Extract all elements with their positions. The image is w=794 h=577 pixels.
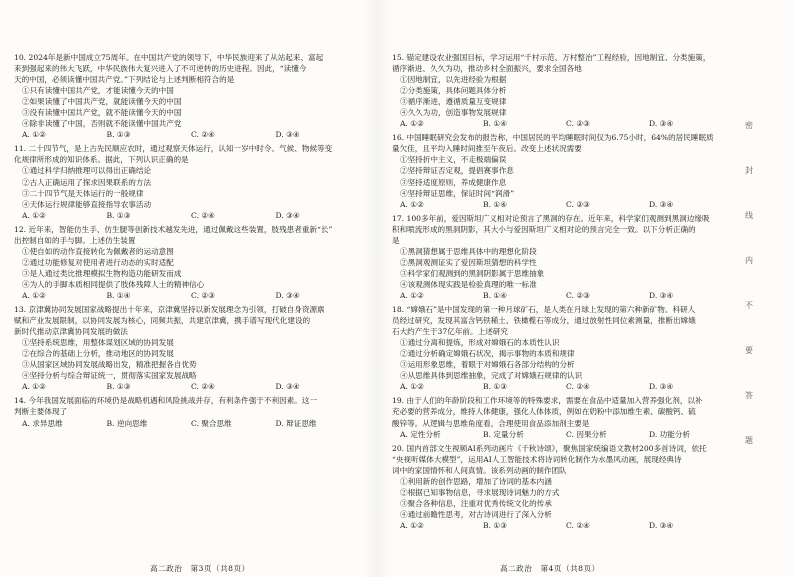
question [392, 52, 732, 132]
question [14, 304, 360, 395]
statement-option: ②古人正确运用了探求因果联系的方法 [22, 177, 152, 187]
answer-choice: D. ③④ [649, 119, 674, 129]
question-stem-line: 员经过研究，发现其富含钙铁稀土、铁橄榄石等成分，通过放射性同位素测量，推断出嫦娥 [392, 316, 696, 326]
answer-choice: A. ①② [22, 210, 46, 220]
answer-choice: B. ①④ [483, 199, 508, 209]
statement-option: ③循序渐进，遵循质量互变规律 [400, 97, 507, 107]
answer-choice: A. ①② [400, 199, 424, 209]
answer-choice: C. ②④ [566, 520, 590, 530]
statement-option: ②通过分析确定嫦娥石状况，揭示事物的本质和规律 [400, 349, 575, 359]
question-stem-line: 赋和产业发展限制，以协同发展为核心，同频共振，共建京津冀，携手谱写现代化建设的 [14, 316, 311, 326]
question-stem-line: 20. 国内首部文生视频AI系列动画片《千秋诗颂》，聚焦国家统编语文教材200多首诗词，依托 [392, 443, 707, 453]
answer-choice: C. 聚合思维 [191, 418, 232, 428]
statement-option: ④除非读懂了中国，否则就不能读懂中国共产党 [22, 119, 182, 129]
question-stem-line: 来到强起来的伟大飞跃，中华民族伟大复兴进入了不可逆转的历史进程。因此，“读懂今 [14, 64, 307, 74]
statement-option: ④久久为功，创造事物发展规律 [400, 108, 507, 118]
page-footer-left: 高二政治 第3页（共8页） [150, 564, 250, 573]
answer-choices [392, 381, 732, 392]
statement-option: ③二十四节气是天体运行的一般规律 [22, 188, 144, 198]
answer-choice: A. ①② [400, 520, 424, 530]
question [14, 224, 360, 304]
question-stem-line: 是 [392, 235, 400, 245]
question-stem-line: 判断主要体现了 [14, 407, 68, 417]
answer-choice: D. ③④ [649, 382, 674, 392]
question-stem-line: 积和喷流形成的黑洞阴影，其大小与爱因斯坦广义相对论的预言完全一致。以下分析正确的 [392, 224, 696, 234]
statement-option: ①黑洞猜想属于思维具体中的理想化阶段 [400, 246, 537, 256]
answer-choice: A. 定性分析 [400, 429, 441, 439]
statement-option: ③运用形象思维，着眼于对嫦娥石各部分结构的分析 [400, 360, 575, 370]
question-stem-line: 14. 今年我国发展面临的环境仍是战略机遇和风险挑战并存，有利条件强于不利因素。这一 [14, 396, 318, 406]
question [14, 52, 360, 143]
binding-char: 题 [745, 436, 753, 445]
statement-option: ③从国家区域协同发展战略出发，精准把握各自优势 [22, 360, 197, 370]
answer-choice: B. 定量分析 [483, 429, 524, 439]
statement-option: ②如果读懂了中国共产党，就能读懂今天的中国 [22, 97, 182, 107]
answer-choice: D. 辩证思维 [275, 418, 317, 428]
statement-option: ④天体运行规律能够直接指导农事活动 [22, 199, 152, 209]
binding-char: 封 [745, 166, 753, 175]
statement-option: ④坚持分析与综合辩证统一，贯彻落实国家发展战略 [22, 371, 197, 381]
answer-choice: B. ①③ [483, 520, 508, 530]
question-stem-line: 量欠佳，且平均入睡时间推至午夜后。改变上述状况需要 [392, 144, 582, 154]
statement-option: ④从思维具体到思维抽象，完成了对嫦娥石规律的认识 [400, 371, 583, 381]
binding-char: 线 [745, 211, 753, 220]
question-stem-line: 词中的家国情怀和人间真情。该系列动画的制作团队 [392, 465, 567, 475]
question [392, 395, 732, 442]
answer-choice: D. ③④ [649, 199, 674, 209]
binding-char: 内 [745, 256, 753, 265]
question-stem-line: 循序渐进、久久为功，推动乡村全面振兴，要求全国各地 [392, 64, 582, 74]
statement-option: ①坚持系统思维，用整体谋划区域的协同发展 [22, 338, 174, 348]
statement-option: ③聚合各种信息，注重对优秀传统文化的传承 [400, 498, 552, 508]
statement-option: ②坚持辩证否定观，提倡赛事作息 [400, 166, 514, 176]
statement-option: ④坚持辩证思维，保证时间“润滑” [400, 188, 515, 198]
answer-choices [14, 381, 360, 392]
question-stem-line: 天的中国，必须读懂中国共产党。”下列结论与上述判断相符合的是 [14, 75, 235, 85]
answer-choice: C. ②③ [566, 119, 590, 129]
answer-choice: B. ①④ [483, 290, 508, 300]
binding-char: 密 [745, 121, 753, 130]
answer-choice: A. ①② [22, 130, 46, 140]
answer-choice: B. ①④ [483, 119, 508, 129]
question-stem-line: 酸锌等。从逻辑与思维角度看，合理使用食品添加剂主要是 [392, 418, 590, 428]
question-stem-line: “央视听媒体大模型”，运用AI人工智能技术将诗词转化制作为水墨风动画，展现经典诗 [392, 454, 682, 464]
answer-choices [14, 418, 360, 429]
statement-option: ④通过前瞻性思考，对古诗词进行了深入分析 [400, 509, 552, 519]
statement-option: ①使自如的动作直接转化为佩戴者的运动意图 [22, 246, 174, 256]
answer-choice: C. ②④ [191, 210, 215, 220]
question-stem-line: 石大约产生于37亿年前。上述研究 [392, 327, 508, 337]
question [392, 132, 732, 212]
answer-choice: A. ①② [400, 382, 424, 392]
question-stem-line: 10. 2024年是新中国成立75周年。在中国共产党的领导下，中华民族迎来了从站起来、富起 [14, 53, 324, 62]
statement-option: ③科学家们观测到的黑洞阴影属于思维抽象 [400, 268, 545, 278]
statement-option: ②通过功能修复对使用者进行动态的实时适配 [22, 257, 174, 267]
answer-choice: D. ③④ [275, 382, 300, 392]
answer-choice: D. ③④ [275, 290, 300, 300]
answer-choice: B. 逆向思维 [106, 418, 148, 428]
question [14, 395, 360, 431]
answer-choices [392, 290, 732, 301]
answer-choices [392, 520, 732, 531]
answer-choice: C. ②③ [566, 199, 590, 209]
question-stem-line: 充必要的营养成分，维持人体健康，强化人体体质，例如在奶粉中添加维生素、碳酸钙、硫 [392, 407, 696, 417]
question [392, 304, 732, 395]
answer-choice: A. 求异思维 [22, 418, 63, 428]
question-stem-line: 19. 由于人们的年龄阶段和工作环境等的特殊要求，需要在食品中适量加入营养强化剂，以补 [392, 396, 703, 406]
answer-choice: D. ③④ [275, 210, 300, 220]
answer-choice: C. ②④ [566, 382, 590, 392]
right-column [392, 52, 732, 534]
answer-choice: B. ①③ [106, 382, 131, 392]
question [14, 143, 360, 223]
answer-choice: C. ②④ [191, 130, 215, 140]
statement-option: ④该观测体现实践是检验真理的唯一标准 [400, 279, 537, 289]
answer-choice: A. ①② [22, 290, 46, 300]
statement-option: ④为人的手脚本质相同提供了肢体残障人士的精神信心 [22, 279, 205, 289]
answer-choice: A. ①② [400, 119, 424, 129]
answer-choice: D. ③④ [649, 520, 674, 530]
answer-choices [14, 210, 360, 221]
answer-choice: B. ①③ [106, 130, 131, 140]
answer-choice: C. ②③ [566, 290, 590, 300]
answer-choice: C. 因果分析 [566, 429, 607, 439]
question [392, 443, 732, 534]
answer-choice: C. ②④ [191, 382, 215, 392]
statement-option: ②在综合的基础上分析，推动地区的协同发展 [22, 349, 174, 359]
answer-choice: C. ②③ [191, 290, 215, 300]
question [392, 213, 732, 304]
question-stem-line: 13. 京津冀协同发展国家战略提出十年来，京津冀坚持以新发展理念为引领，打破自身资源禀 [14, 305, 325, 315]
answer-choice: D. ③④ [275, 130, 300, 140]
answer-choices [14, 290, 360, 301]
question-stem-line: 15. 锚定建设农业强国目标，学习运用“千村示范、万村整治”工程经验，因地制宜、分类施策， [392, 53, 711, 62]
statement-option: ①只有读懂中国共产党，才能读懂今天的中国 [22, 86, 174, 96]
statement-option: ①通过分离和提炼，形成对嫦娥石的本质性认识 [400, 338, 560, 348]
binding-char: 答 [745, 391, 753, 400]
answer-choice: B. ①③ [483, 382, 508, 392]
statement-option: ①通过科学归纳推理可以得出正确结论 [22, 166, 152, 176]
answer-choice: B. ①④ [106, 290, 131, 300]
question-stem-line: 18. “嫦娥石”是中国发现的第一种月球矿石，是人类在月球上发现的第六种新矿物。科研人 [392, 305, 696, 315]
answer-choice: D. 功能分析 [649, 429, 691, 439]
center-fold-shadow [362, 0, 390, 577]
statement-option: ①坚持折中主义，不走极端偏误 [400, 155, 507, 165]
answer-choice: A. ①② [400, 290, 424, 300]
binding-line-notice [742, 120, 756, 480]
answer-choices [14, 129, 360, 140]
question-stem-line: 16. 中国睡眠研究会发布的报告称，中国居民的平均睡眠时间仅为6.75小时，64%的居民睡眠质 [392, 133, 714, 143]
answer-choices [392, 199, 732, 210]
question-stem-line: 12. 近年来，智能仿生手、仿生腿等创新技术越发先进，通过佩戴这些装置，肢残患者重新“长” [14, 224, 333, 234]
statement-option: ③是人通过类比推理模拟生物构造功能研发而成 [22, 268, 182, 278]
binding-char: 不 [745, 301, 753, 310]
question-stem-line: 出控制自如的手与脚。上述仿生装置 [14, 235, 136, 245]
statement-option: ①利用新的创作思路，增加了诗词的基本内涵 [400, 476, 552, 486]
answer-choices [392, 118, 732, 129]
question-stem-line: 11. 二十四节气，是上古先民顺应农时，通过观察天体运行，认知一岁中时令、气候、物候等变 [14, 144, 333, 154]
answer-choice: A. ①② [22, 382, 46, 392]
statement-option: ③没有读懂中国共产党，就不能读懂今天的中国 [22, 108, 182, 118]
page-footer-right: 高二政治 第4页（共8页） [500, 564, 600, 573]
statement-option: ②分类施策，具体问题具体分析 [400, 86, 507, 96]
left-column [14, 52, 360, 432]
question-stem-line: 化规律所形成的知识体系。据此，下列认识正确的是 [14, 155, 189, 165]
statement-option: ②黑洞观测证实了爱因斯坦猜想的科学性 [400, 257, 537, 267]
statement-option: ③坚持适度原则，养成健康作息 [400, 177, 507, 187]
statement-option: ②根据已知事物信息，寻求展现诗词魅力的方式 [400, 487, 560, 497]
answer-choice: D. ③④ [649, 290, 674, 300]
answer-choices [392, 429, 732, 440]
question-stem-line: 17. 100多年前，爱因斯坦广义相对论预言了黑洞的存在。近年来，科学家们观测到黑洞边缘吸 [392, 213, 710, 223]
binding-char: 要 [745, 346, 753, 355]
question-stem-line: 新时代推动京津冀协同发展的做法 [14, 327, 128, 337]
statement-option: ①因地制宜，以先进经验为根据 [400, 75, 507, 85]
answer-choice: B. ①③ [106, 210, 131, 220]
